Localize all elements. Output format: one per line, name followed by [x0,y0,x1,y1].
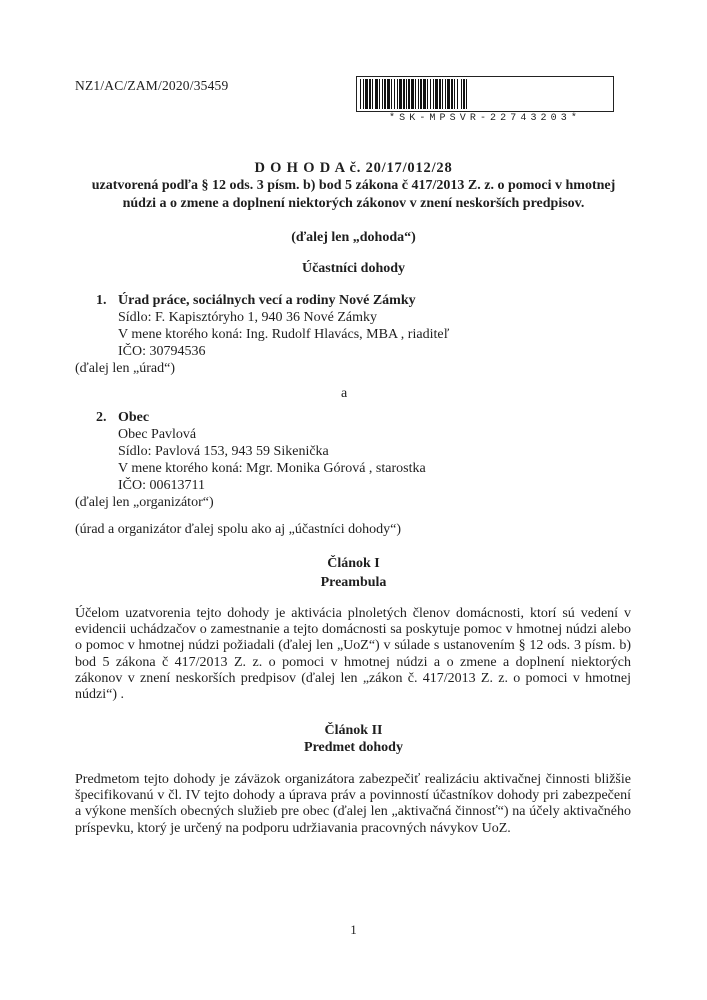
dohoda-alias: (ďalej len „dohoda“) [291,230,416,245]
party2-ico: IČO: 00613711 [118,478,205,493]
party1-representative: V mene ktorého koná: Ing. Rudolf Hlavács, MBA , riaditeľ [118,327,450,342]
article1-text: Účelom uzatvorenia tejto dohody je aktivácia plnoletých členov domácnosti, ktorí sú vedení v evidencii uchádzačov o zamestnanie a tejto domácnosti sa poskytuje pomoc v hmotnej núdzi alebo o pomoc v hmotnej núdzi požiadali (ďalej len „UoZ“) v súlade s ustanovením § 12 ods. 3 písm. b) bod 5 zákona č 417/2013 Z. z. o pomoci v hmotnej núdzi a o zmene a doplnení niektorých zákonov v znení neskorších predpisov (ďalej len „zákon č. 417/2013 Z. z. o pomoci v hmotnej núdzi“) . [75,606,631,703]
article2-text: Predmetom tejto dohody je záväzok organizátora zabezpečiť realizáciu aktivačnej činnosti bližšie špecifikovanú v čl. IV tejto dohody a úprava práv a povinností účastníkov dohody pri zabezpečení a výkone menších obecných služieb pre obec (ďalej len „aktivačná činnosť“) na účely aktivačného príspevku, ktorý je určený na podporu udržiavania pracovných návykov UoZ. [75,772,631,836]
article2-heading: Článok II [324,723,383,738]
party2-alias: (ďalej len „organizátor“) [75,495,214,510]
party2-entity: Obec Pavlová [118,427,197,442]
party1-ico: IČO: 30794536 [118,344,206,359]
page-number: 1 [350,922,357,937]
party2-representative: V mene ktorého koná: Mgr. Monika Górová , starostka [118,461,426,476]
party1-name: Úrad práce, sociálnych vecí a rodiny Nové Zámky [118,293,416,308]
party1-alias: (ďalej len „úrad“) [75,361,175,376]
document-subtitle-line2: núdzi a o zmene a doplnení niektorých zákonov v znení neskorších predpisov. [122,196,585,211]
barcode [356,76,614,124]
article1-subheading: Preambula [320,575,387,590]
barcode-bars [356,76,614,112]
article1-heading: Článok I [327,556,380,571]
party2-number: 2. [96,410,107,425]
participants-heading: Účastníci dohody [301,261,406,276]
barcode-bar [467,79,469,109]
article2-subheading: Predmet dohody [304,740,403,755]
party2-name: Obec [118,410,150,425]
document-title: D O H O D A č. 20/17/012/28 [254,160,453,176]
party2-seat: Sídlo: Pavlová 153, 943 59 Sikenička [118,444,329,459]
party1-seat: Sídlo: F. Kapisztóryho 1, 940 36 Nové Zámky [118,310,378,325]
conjunction: a [341,386,348,401]
parties-together: (úrad a organizátor ďalej spolu ako aj „účastníci dohody“) [75,522,402,537]
barcode-text: *SK-MPSVR-22743203* [389,113,581,124]
party1-number: 1. [96,293,107,308]
document-subtitle-line1: uzatvorená podľa § 12 ods. 3 písm. b) bod 5 zákona č 417/2013 Z. z. o pomoci v hmotnej [91,178,616,193]
reference-number: NZ1/AC/ZAM/2020/35459 [75,78,229,93]
